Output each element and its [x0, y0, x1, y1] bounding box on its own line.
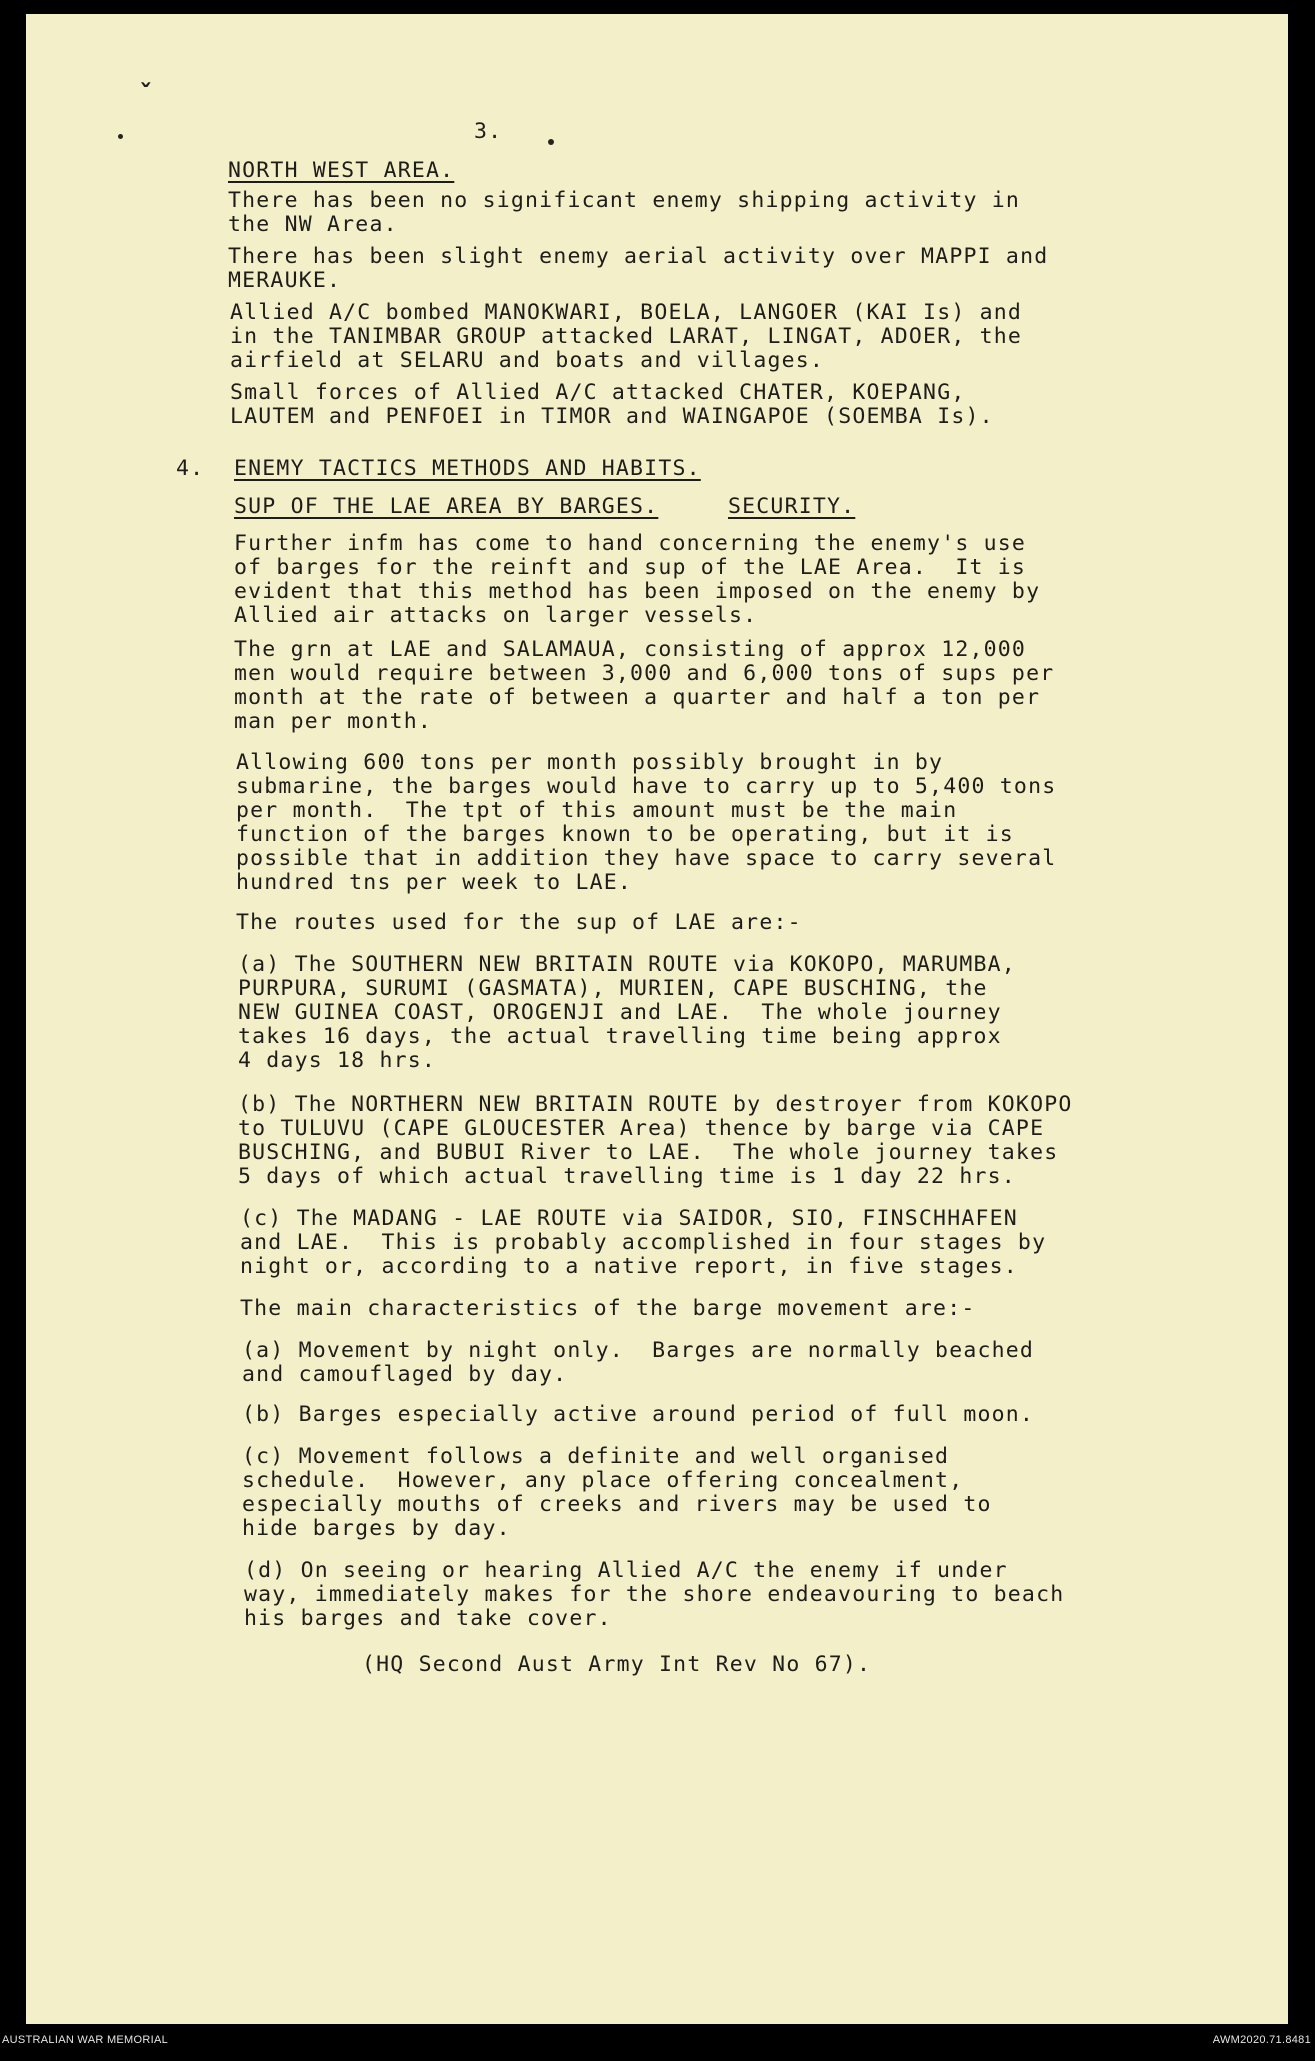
- paragraph-line: Further infm has come to hand concerning the enemy's use: [234, 531, 1027, 556]
- paragraph-line: man per month.: [234, 709, 433, 734]
- paragraph-line: possible that in addition they have space to carry several: [236, 846, 1057, 871]
- paragraph-line: men would require between 3,000 and 6,000 tons of sups per: [234, 661, 1055, 686]
- paragraph-line: submarine, the barges would have to carry up to 5,400 tons: [236, 774, 1057, 799]
- paragraph-line: airfield at SELARU and boats and villages.: [230, 348, 825, 373]
- paragraph-line: Small forces of Allied A/C attacked CHATER, KOEPANG,: [230, 380, 966, 405]
- characteristic-line: his barges and take cover.: [244, 1606, 612, 1631]
- characteristic-line: way, immediately makes for the shore endeavouring to beach: [244, 1582, 1065, 1607]
- characteristic-line: (a) Movement by night only. Barges are normally beached: [242, 1338, 1035, 1363]
- route-line: BUSCHING, and BUBUI River to LAE. The whole journey takes: [238, 1140, 1059, 1165]
- paragraph-line: The main characteristics of the barge movement are:-: [240, 1296, 976, 1321]
- characteristic-line: especially mouths of creeks and rivers may be used to: [242, 1492, 992, 1517]
- section-heading: NORTH WEST AREA.: [228, 158, 455, 183]
- paragraph-line: MERAUKE.: [228, 268, 342, 293]
- paragraph-line: There has been slight enemy aerial activity over MAPPI and: [228, 244, 1049, 269]
- paragraph-line: Allowing 600 tons per month possibly brought in by: [236, 750, 944, 775]
- paragraph-line: hundred tns per week to LAE.: [236, 870, 633, 895]
- subsection-heading: SUP OF THE LAE AREA BY BARGES.: [234, 494, 659, 519]
- ink-mark: ˇ: [138, 80, 154, 110]
- paragraph-line: The routes used for the sup of LAE are:-: [236, 910, 802, 935]
- route-line: (b) The NORTHERN NEW BRITAIN ROUTE by destroyer from KOKOPO: [238, 1092, 1073, 1117]
- route-line: 4 days 18 hrs.: [238, 1048, 437, 1073]
- paragraph-line: month at the rate of between a quarter and half a ton per: [234, 685, 1041, 710]
- characteristic-line: schedule. However, any place offering concealment,: [242, 1468, 964, 1493]
- paragraph-line: There has been no significant enemy shipping activity in: [228, 188, 1021, 213]
- document-page: [26, 14, 1288, 2024]
- security-classification: SECURITY.: [728, 494, 856, 519]
- page-number: 3.: [474, 119, 503, 144]
- paragraph-line: evident that this method has been imposed on the enemy by: [234, 579, 1041, 604]
- typed-text: [26, 14, 1288, 2024]
- paragraph-line: of barges for the reinft and sup of the LAE Area. It is: [234, 555, 1027, 580]
- route-line: takes 16 days, the actual travelling time being approx: [238, 1024, 1002, 1049]
- route-line: to TULUVU (CAPE GLOUCESTER Area) thence by barge via CAPE: [238, 1116, 1045, 1141]
- route-line: (a) The SOUTHERN NEW BRITAIN ROUTE via KOKOPO, MARUMBA,: [238, 952, 1016, 977]
- footer-left: AUSTRALIAN WAR MEMORIAL: [2, 2034, 169, 2046]
- route-line: PURPURA, SURUMI (GASMATA), MURIEN, CAPE BUSCHING, the: [238, 976, 988, 1001]
- source-reference: (HQ Second Aust Army Int Rev No 67).: [362, 1652, 872, 1677]
- characteristic-line: (d) On seeing or hearing Allied A/C the enemy if under: [244, 1558, 1008, 1583]
- route-line: 5 days of which actual travelling time is 1 day 22 hrs.: [238, 1164, 1016, 1189]
- route-line: (c) The MADANG - LAE ROUTE via SAIDOR, SIO, FINSCHHAFEN: [240, 1206, 1018, 1231]
- characteristic-line: (b) Barges especially active around period of full moon.: [242, 1402, 1035, 1427]
- route-line: NEW GUINEA COAST, OROGENJI and LAE. The whole journey: [238, 1000, 1002, 1025]
- paragraph-line: function of the barges known to be operating, but it is: [236, 822, 1014, 847]
- route-line: and LAE. This is probably accomplished in four stages by: [240, 1230, 1047, 1255]
- characteristic-line: (c) Movement follows a definite and well organised: [242, 1444, 950, 1469]
- paragraph-line: Allied air attacks on larger vessels.: [234, 603, 758, 628]
- section-number: 4.: [176, 456, 205, 481]
- characteristic-line: and camouflaged by day.: [242, 1362, 568, 1387]
- paragraph-line: per month. The tpt of this amount must be the main: [236, 798, 958, 823]
- section-heading: ENEMY TACTICS METHODS AND HABITS.: [234, 456, 701, 481]
- paragraph-line: Allied A/C bombed MANOKWARI, BOELA, LANGOER (KAI Is) and: [230, 300, 1023, 325]
- paragraph-line: in the TANIMBAR GROUP attacked LARAT, LINGAT, ADOER, the: [230, 324, 1023, 349]
- paragraph-line: the NW Area.: [228, 212, 398, 237]
- paragraph-line: The grn at LAE and SALAMAUA, consisting of approx 12,000: [234, 637, 1027, 662]
- paragraph-line: LAUTEM and PENFOEI in TIMOR and WAINGAPOE (SOEMBA Is).: [230, 404, 994, 429]
- route-line: night or, according to a native report, in five stages.: [240, 1254, 1018, 1279]
- characteristic-line: hide barges by day.: [242, 1516, 511, 1541]
- footer-right: AWM2020.71.8481: [1212, 2034, 1311, 2046]
